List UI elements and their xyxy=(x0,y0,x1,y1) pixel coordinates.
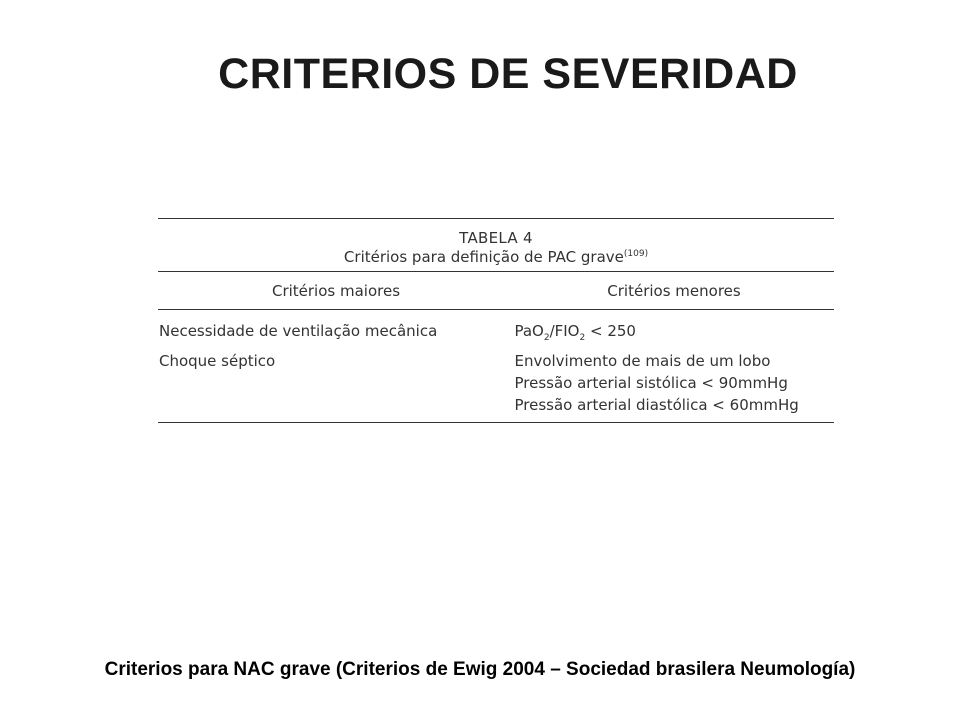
minor-criterion-diastolic: Pressão arterial diastólica < 60mmHg xyxy=(514,396,799,414)
major-criterion-ventilation: Necessidade de ventilação mecânica xyxy=(159,322,438,340)
slide-title: CRITERIOS DE SEVERIDAD xyxy=(218,50,798,98)
minor-criterion-systolic: Pressão arterial sistólica < 90mmHg xyxy=(514,374,788,392)
major-criterion-septic-shock: Choque séptico xyxy=(159,352,276,370)
table-header-row xyxy=(158,272,834,309)
table-caption xyxy=(158,219,834,271)
table-body xyxy=(158,310,834,422)
major-criteria-column xyxy=(158,320,514,416)
slide-footer-caption: Criterios para NAC grave (Criterios de Ewig 2004 – Sociedad brasilera Neumología) xyxy=(104,659,856,680)
table-title-line xyxy=(158,248,834,267)
table-number: TABELA 4 xyxy=(459,229,533,247)
table-bottom-rule xyxy=(158,422,834,423)
minor-criterion-multilobar: Envolvimento de mais de um lobo xyxy=(514,352,771,370)
minor-criteria-column xyxy=(514,320,834,416)
table-reference: (109) xyxy=(623,249,649,259)
pao2-fio2-threshold: < 250 xyxy=(585,322,636,340)
fio2-text: /FIO xyxy=(549,322,580,340)
criteria-table xyxy=(158,218,834,423)
pao2-text: PaO xyxy=(514,322,544,340)
table-title: Critérios para definição de PAC grave xyxy=(343,248,624,266)
fio2-subscript: 2 xyxy=(579,333,586,343)
pao2-subscript: 2 xyxy=(543,333,550,343)
minor-criterion-pao2-fio2 xyxy=(514,320,834,342)
header-major-criteria: Critérios maiores xyxy=(271,281,401,300)
header-minor-criteria: Critérios menores xyxy=(607,281,741,300)
